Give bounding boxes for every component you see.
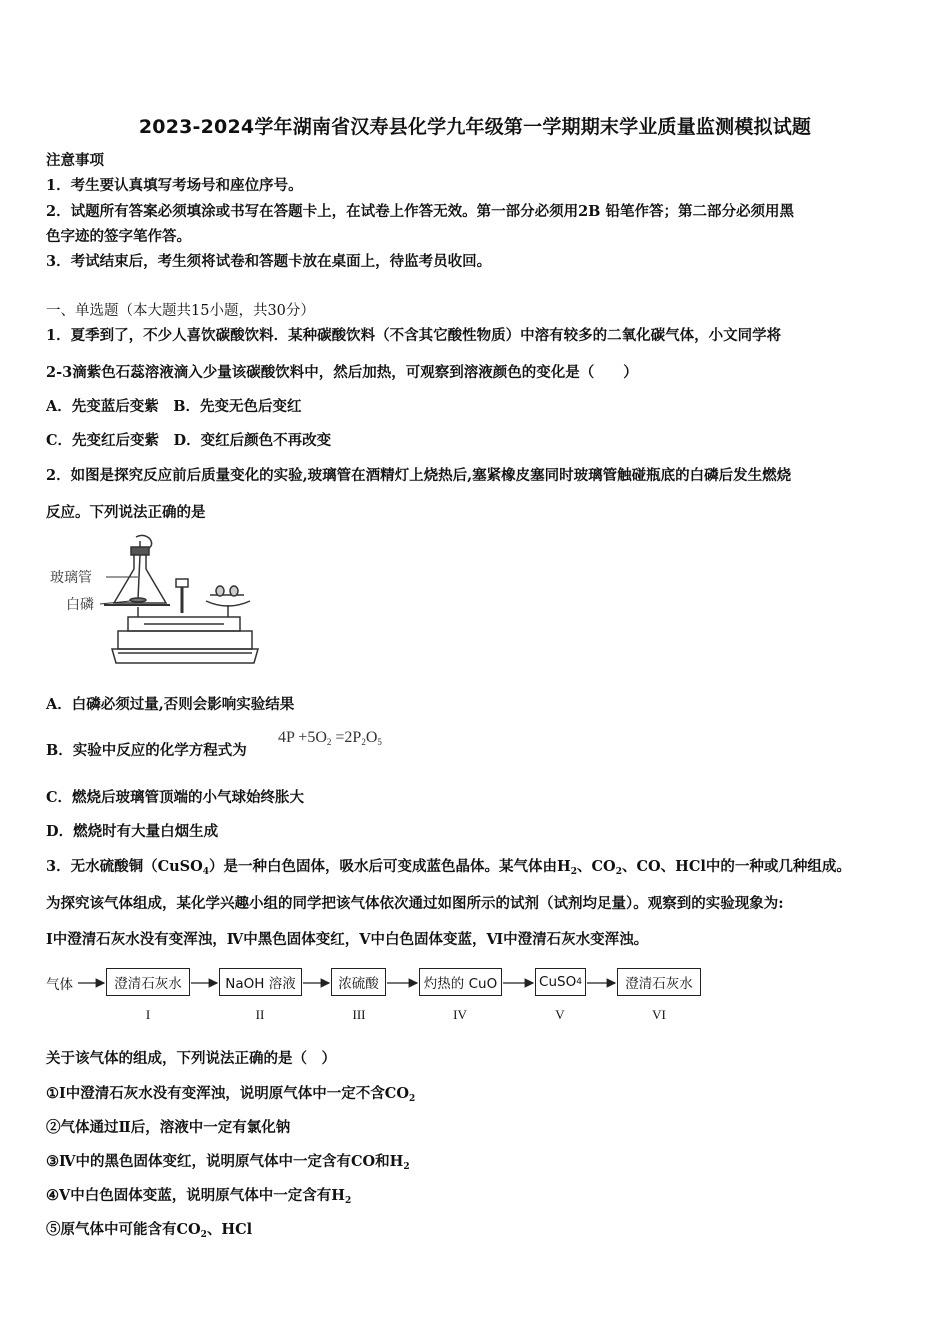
notice-item-3: 3．考试结束后，考生须将试卷和答题卡放在桌面上，待监考员收回。 <box>46 253 492 270</box>
balance-apparatus-figure <box>48 533 263 675</box>
q3-statement-3 <box>46 1152 410 1177</box>
q3-stem-part: 3．无水硫酸铜（CuSO <box>46 858 203 875</box>
roman-label-3: III <box>352 1007 366 1022</box>
statement-text: ④V中白色固体变蓝，说明原气体中一定含有H <box>46 1187 345 1204</box>
roman-label-2: II <box>255 1007 265 1022</box>
q2-option-a: A．白磷必须过量,否则会影响实验结果 <box>46 696 295 713</box>
q3-question: 关于该气体的组成，下列说法正确的是（ ） <box>46 1050 336 1067</box>
box-text: CuSO <box>539 974 577 990</box>
q3-statement-1 <box>46 1084 415 1109</box>
reaction-equation <box>278 729 382 747</box>
section-heading: 一、单选题（本大题共15小题，共30分） <box>46 303 315 319</box>
roman-label-5: V <box>555 1007 565 1022</box>
reagent-box-4: 灼热的 CuO <box>419 968 502 996</box>
sub: 4 <box>576 977 582 987</box>
notice-item-2: 2．试题所有答案必须填涂或书写在答题卡上，在试卷上作答无效。第一部分必须用2B 铅笔作答；第二部分必须用黑 <box>46 203 794 220</box>
statement-text: ①I中澄清石灰水没有变浑浊，说明原气体中一定不含CO <box>46 1085 409 1102</box>
q2-stem-1: 2．如图是探究反应前后质量变化的实验,玻璃管在酒精灯上烧热后,塞紧橡皮塞同时玻璃管触碰瓶底的白磷后发生燃烧 <box>46 467 792 484</box>
label-white-phosphorus: 白磷 <box>66 597 94 613</box>
notice-item-2-cont: 色字迹的签字笔作答。 <box>46 228 191 245</box>
sub: 2 <box>615 867 622 877</box>
q2-option-b: B．实验中反应的化学方程式为 <box>46 742 247 759</box>
q2-option-c: C．燃烧后玻璃管顶端的小气球始终胀大 <box>46 789 305 806</box>
q3-statement-2: ②气体通过Ⅱ后，溶液中一定有氯化钠 <box>46 1119 291 1136</box>
formula-part: O <box>365 729 378 746</box>
q3-stem-3: I中澄清石灰水没有变浑浊，Ⅳ中黑色固体变红，V中白色固体变蓝，Ⅵ中澄清石灰水变浑浊。 <box>46 931 649 948</box>
q2-stem-2: 反应。下列说法正确的是 <box>46 504 206 521</box>
q3-stem-1 <box>46 857 851 882</box>
q1-option-ab: A．先变蓝后变紫 B．先变无色后变红 <box>46 398 302 415</box>
sub: 2 <box>403 1162 410 1172</box>
formula-sub: 5 <box>377 737 382 747</box>
q3-statement-5 <box>46 1220 252 1245</box>
sub: 4 <box>202 867 210 877</box>
q1-option-cd: C．先变红后变紫 D．变红后颜色不再改变 <box>46 432 332 449</box>
notice-heading: 注意事项 <box>46 152 104 169</box>
roman-label-4: IV <box>453 1007 467 1022</box>
q1-stem-2: 2-3滴紫色石蕊溶液滴入少量该碳酸饮料中，然后加热，可观察到溶液颜色的变化是（ ） <box>46 364 638 381</box>
formula-part: 4P +5O <box>278 729 327 746</box>
sub: 2 <box>200 1230 207 1240</box>
q1-stem-1: 1．夏季到了，不少人喜饮碳酸饮料．某种碳酸饮料（不含其它酸性物质）中溶有较多的二氧化碳气体，小文同学将 <box>46 327 782 344</box>
q3-stem-2: 为探究该气体组成，某化学兴趣小组的同学把该气体依次通过如图所示的试剂（试剂均足量）。观察到的实验现象为: <box>46 895 784 912</box>
reagent-flow-diagram <box>46 965 726 1030</box>
flow-start-gas: 气体 <box>46 977 73 993</box>
roman-label-1: I <box>145 1007 151 1022</box>
statement-text: 、HCl <box>206 1221 253 1238</box>
q3-stem-part: ）是一种白色固体，吸水后可变成蓝色晶体。某气体由H <box>209 858 571 875</box>
page-title: 2023-2024学年湖南省汉寿县化学九年级第一学期期末学业质量监测模拟试题 <box>138 116 812 138</box>
q3-stem-part: 、CO、HCl中的一种或几种组成。 <box>621 858 851 875</box>
reagent-box-1: 澄清石灰水 <box>106 968 190 996</box>
notice-item-1: 1．考生要认真填写考场号和座位序号。 <box>46 177 303 194</box>
statement-text: ⑤原气体中可能含有CO <box>46 1221 201 1238</box>
q2-option-d: D．燃烧时有大量白烟生成 <box>46 823 219 840</box>
reagent-box-5 <box>535 968 586 996</box>
reagent-box-3: 浓硫酸 <box>331 968 386 996</box>
reagent-box-2: NaOH 溶液 <box>219 968 302 996</box>
sub: 2 <box>570 867 578 877</box>
formula-sub: 2 <box>326 737 332 747</box>
q3-statement-4 <box>46 1186 351 1211</box>
sub: 2 <box>344 1196 352 1206</box>
formula-sub: 2 <box>361 737 366 747</box>
q3-stem-part: 、CO <box>577 858 616 875</box>
statement-text: ③Ⅳ中的黑色固体变红，说明原气体中一定含有CO和H <box>46 1153 404 1170</box>
formula-part: =2P <box>331 729 362 746</box>
roman-label-6: VI <box>652 1007 666 1022</box>
reagent-box-6: 澄清石灰水 <box>617 968 701 996</box>
sub: 2 <box>408 1094 416 1104</box>
label-glass-tube: 玻璃管 <box>50 570 92 586</box>
